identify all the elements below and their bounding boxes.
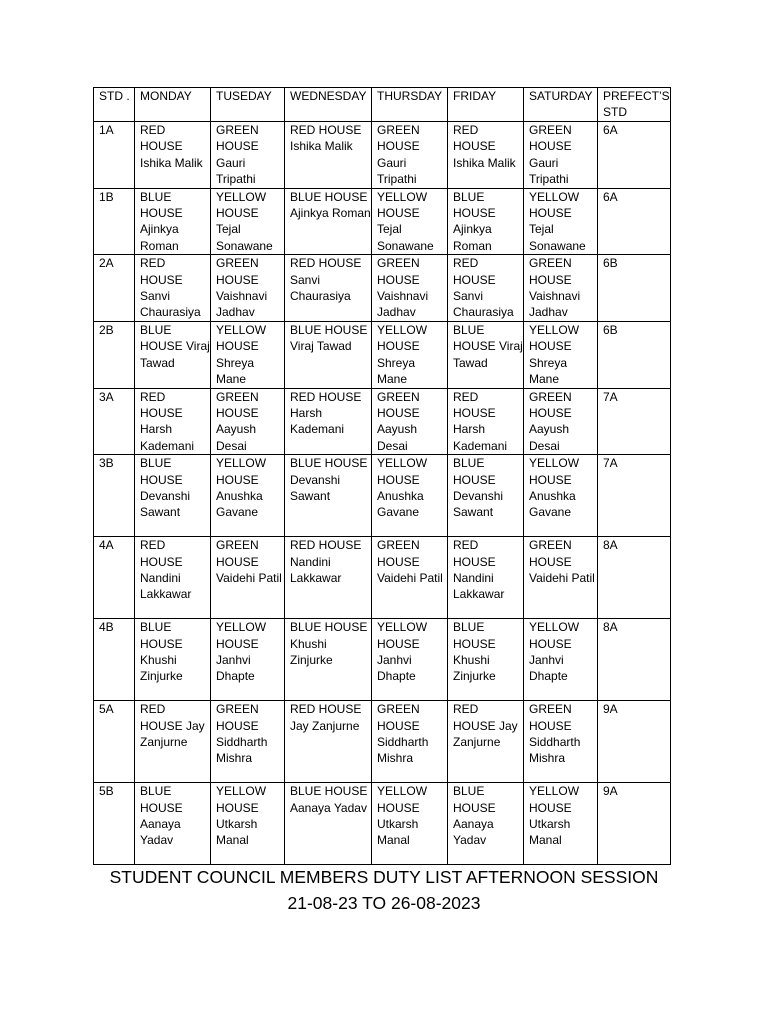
table-row — [94, 255, 671, 322]
thursday-cell: GREEN HOUSE Vaidehi Patil — [372, 537, 448, 619]
header-std: STD . — [94, 88, 135, 122]
thursday-cell: GREEN HOUSE Siddharth Mishra — [372, 701, 448, 783]
table-row — [94, 388, 671, 455]
std-cell: 4A — [94, 537, 135, 619]
tuesday-cell: GREEN HOUSE Vaishnavi Jadhav — [211, 255, 285, 322]
wednesday-cell: RED HOUSE Jay Zanjurne — [285, 701, 372, 783]
std-cell: 3B — [94, 455, 135, 537]
prefect-std-cell: 7A — [598, 455, 671, 537]
header-wednesday: WEDNESDAY — [285, 88, 372, 122]
document-title: STUDENT COUNCIL MEMBERS DUTY LIST AFTERNOON SESSION — [109, 867, 659, 887]
monday-cell: RED HOUSE Jay Zanjurne — [135, 701, 211, 783]
friday-cell: RED HOUSE Nandini Lakkawar — [448, 537, 524, 619]
prefect-std-cell: 8A — [598, 537, 671, 619]
table-row — [94, 701, 671, 783]
header-monday: MONDAY — [135, 88, 211, 122]
tuesday-cell: GREEN HOUSE Aayush Desai — [211, 388, 285, 455]
std-cell: 5B — [94, 783, 135, 865]
thursday-cell: YELLOW HOUSE Tejal Sonawane — [372, 188, 448, 255]
std-cell: 2B — [94, 321, 135, 388]
friday-cell: BLUE HOUSE Viraj Tawad — [448, 321, 524, 388]
wednesday-cell: BLUE HOUSE Ajinkya Roman — [285, 188, 372, 255]
saturday-cell: GREEN HOUSE Vaishnavi Jadhav — [524, 255, 598, 322]
header-saturday: SATURDAY — [524, 88, 598, 122]
thursday-cell: YELLOW HOUSE Shreya Mane — [372, 321, 448, 388]
header-prefect-std: PREFECT’S STD — [598, 88, 671, 122]
wednesday-cell: RED HOUSE Nandini Lakkawar — [285, 537, 372, 619]
std-cell: 4B — [94, 619, 135, 701]
friday-cell: BLUE HOUSE Khushi Zinjurke — [448, 619, 524, 701]
wednesday-cell: BLUE HOUSE Viraj Tawad — [285, 321, 372, 388]
monday-cell: RED HOUSE Sanvi Chaurasiya — [135, 255, 211, 322]
monday-cell: RED HOUSE Ishika Malik — [135, 122, 211, 189]
header-tuesday: TUSEDAY — [211, 88, 285, 122]
tuesday-cell: YELLOW HOUSE Shreya Mane — [211, 321, 285, 388]
monday-cell: BLUE HOUSE Aanaya Yadav — [135, 783, 211, 865]
wednesday-cell: RED HOUSE Sanvi Chaurasiya — [285, 255, 372, 322]
saturday-cell: GREEN HOUSE Gauri Tripathi — [524, 122, 598, 189]
tuesday-cell: YELLOW HOUSE Anushka Gavane — [211, 455, 285, 537]
std-cell: 5A — [94, 701, 135, 783]
thursday-cell: GREEN HOUSE Gauri Tripathi — [372, 122, 448, 189]
header-row — [94, 88, 671, 122]
table-row — [94, 321, 671, 388]
table-row — [94, 537, 671, 619]
date-range: 21-08-23 TO 26-08-2023 — [287, 893, 481, 913]
std-cell: 2A — [94, 255, 135, 322]
table-row — [94, 783, 671, 865]
table-row — [94, 619, 671, 701]
std-cell: 3A — [94, 388, 135, 455]
table-row — [94, 122, 671, 189]
monday-cell: BLUE HOUSE Viraj Tawad — [135, 321, 211, 388]
prefect-std-cell: 8A — [598, 619, 671, 701]
monday-cell: RED HOUSE Nandini Lakkawar — [135, 537, 211, 619]
std-cell: 1A — [94, 122, 135, 189]
tuesday-cell: YELLOW HOUSE Utkarsh Manal — [211, 783, 285, 865]
wednesday-cell: RED HOUSE Harsh Kademani — [285, 388, 372, 455]
monday-cell: BLUE HOUSE Devanshi Sawant — [135, 455, 211, 537]
prefect-std-cell: 6B — [598, 321, 671, 388]
prefect-std-cell: 7A — [598, 388, 671, 455]
prefect-std-cell: 9A — [598, 701, 671, 783]
saturday-cell: YELLOW HOUSE Anushka Gavane — [524, 455, 598, 537]
duty-table — [93, 87, 671, 865]
prefect-std-cell: 6A — [598, 122, 671, 189]
friday-cell: BLUE HOUSE Devanshi Sawant — [448, 455, 524, 537]
friday-cell: BLUE HOUSE Aanaya Yadav — [448, 783, 524, 865]
friday-cell: RED HOUSE Sanvi Chaurasiya — [448, 255, 524, 322]
saturday-cell: YELLOW HOUSE Janhvi Dhapte — [524, 619, 598, 701]
tuesday-cell: YELLOW HOUSE Janhvi Dhapte — [211, 619, 285, 701]
saturday-cell: YELLOW HOUSE Utkarsh Manal — [524, 783, 598, 865]
wednesday-cell: BLUE HOUSE Khushi Zinjurke — [285, 619, 372, 701]
std-cell: 1B — [94, 188, 135, 255]
thursday-cell: YELLOW HOUSE Utkarsh Manal — [372, 783, 448, 865]
wednesday-cell: BLUE HOUSE Devanshi Sawant — [285, 455, 372, 537]
saturday-cell: GREEN HOUSE Vaidehi Patil — [524, 537, 598, 619]
header-thursday: THURSDAY — [372, 88, 448, 122]
thursday-cell: GREEN HOUSE Aayush Desai — [372, 388, 448, 455]
thursday-cell: YELLOW HOUSE Anushka Gavane — [372, 455, 448, 537]
saturday-cell: GREEN HOUSE Aayush Desai — [524, 388, 598, 455]
tuesday-cell: GREEN HOUSE Siddharth Mishra — [211, 701, 285, 783]
tuesday-cell: GREEN HOUSE Gauri Tripathi — [211, 122, 285, 189]
monday-cell: BLUE HOUSE Khushi Zinjurke — [135, 619, 211, 701]
thursday-cell: GREEN HOUSE Vaishnavi Jadhav — [372, 255, 448, 322]
prefect-std-cell: 6A — [598, 188, 671, 255]
wednesday-cell: BLUE HOUSE Aanaya Yadav — [285, 783, 372, 865]
prefect-std-cell: 9A — [598, 783, 671, 865]
friday-cell: RED HOUSE Ishika Malik — [448, 122, 524, 189]
wednesday-cell: RED HOUSE Ishika Malik — [285, 122, 372, 189]
friday-cell: RED HOUSE Harsh Kademani — [448, 388, 524, 455]
prefect-std-cell: 6B — [598, 255, 671, 322]
saturday-cell: GREEN HOUSE Siddharth Mishra — [524, 701, 598, 783]
saturday-cell: YELLOW HOUSE Tejal Sonawane — [524, 188, 598, 255]
table-row — [94, 455, 671, 537]
tuesday-cell: GREEN HOUSE Vaidehi Patil — [211, 537, 285, 619]
thursday-cell: YELLOW HOUSE Janhvi Dhapte — [372, 619, 448, 701]
monday-cell: RED HOUSE Harsh Kademani — [135, 388, 211, 455]
table-row — [94, 188, 671, 255]
saturday-cell: YELLOW HOUSE Shreya Mane — [524, 321, 598, 388]
friday-cell: BLUE HOUSE Ajinkya Roman — [448, 188, 524, 255]
tuesday-cell: YELLOW HOUSE Tejal Sonawane — [211, 188, 285, 255]
friday-cell: RED HOUSE Jay Zanjurne — [448, 701, 524, 783]
monday-cell: BLUE HOUSE Ajinkya Roman — [135, 188, 211, 255]
header-friday: FRIDAY — [448, 88, 524, 122]
